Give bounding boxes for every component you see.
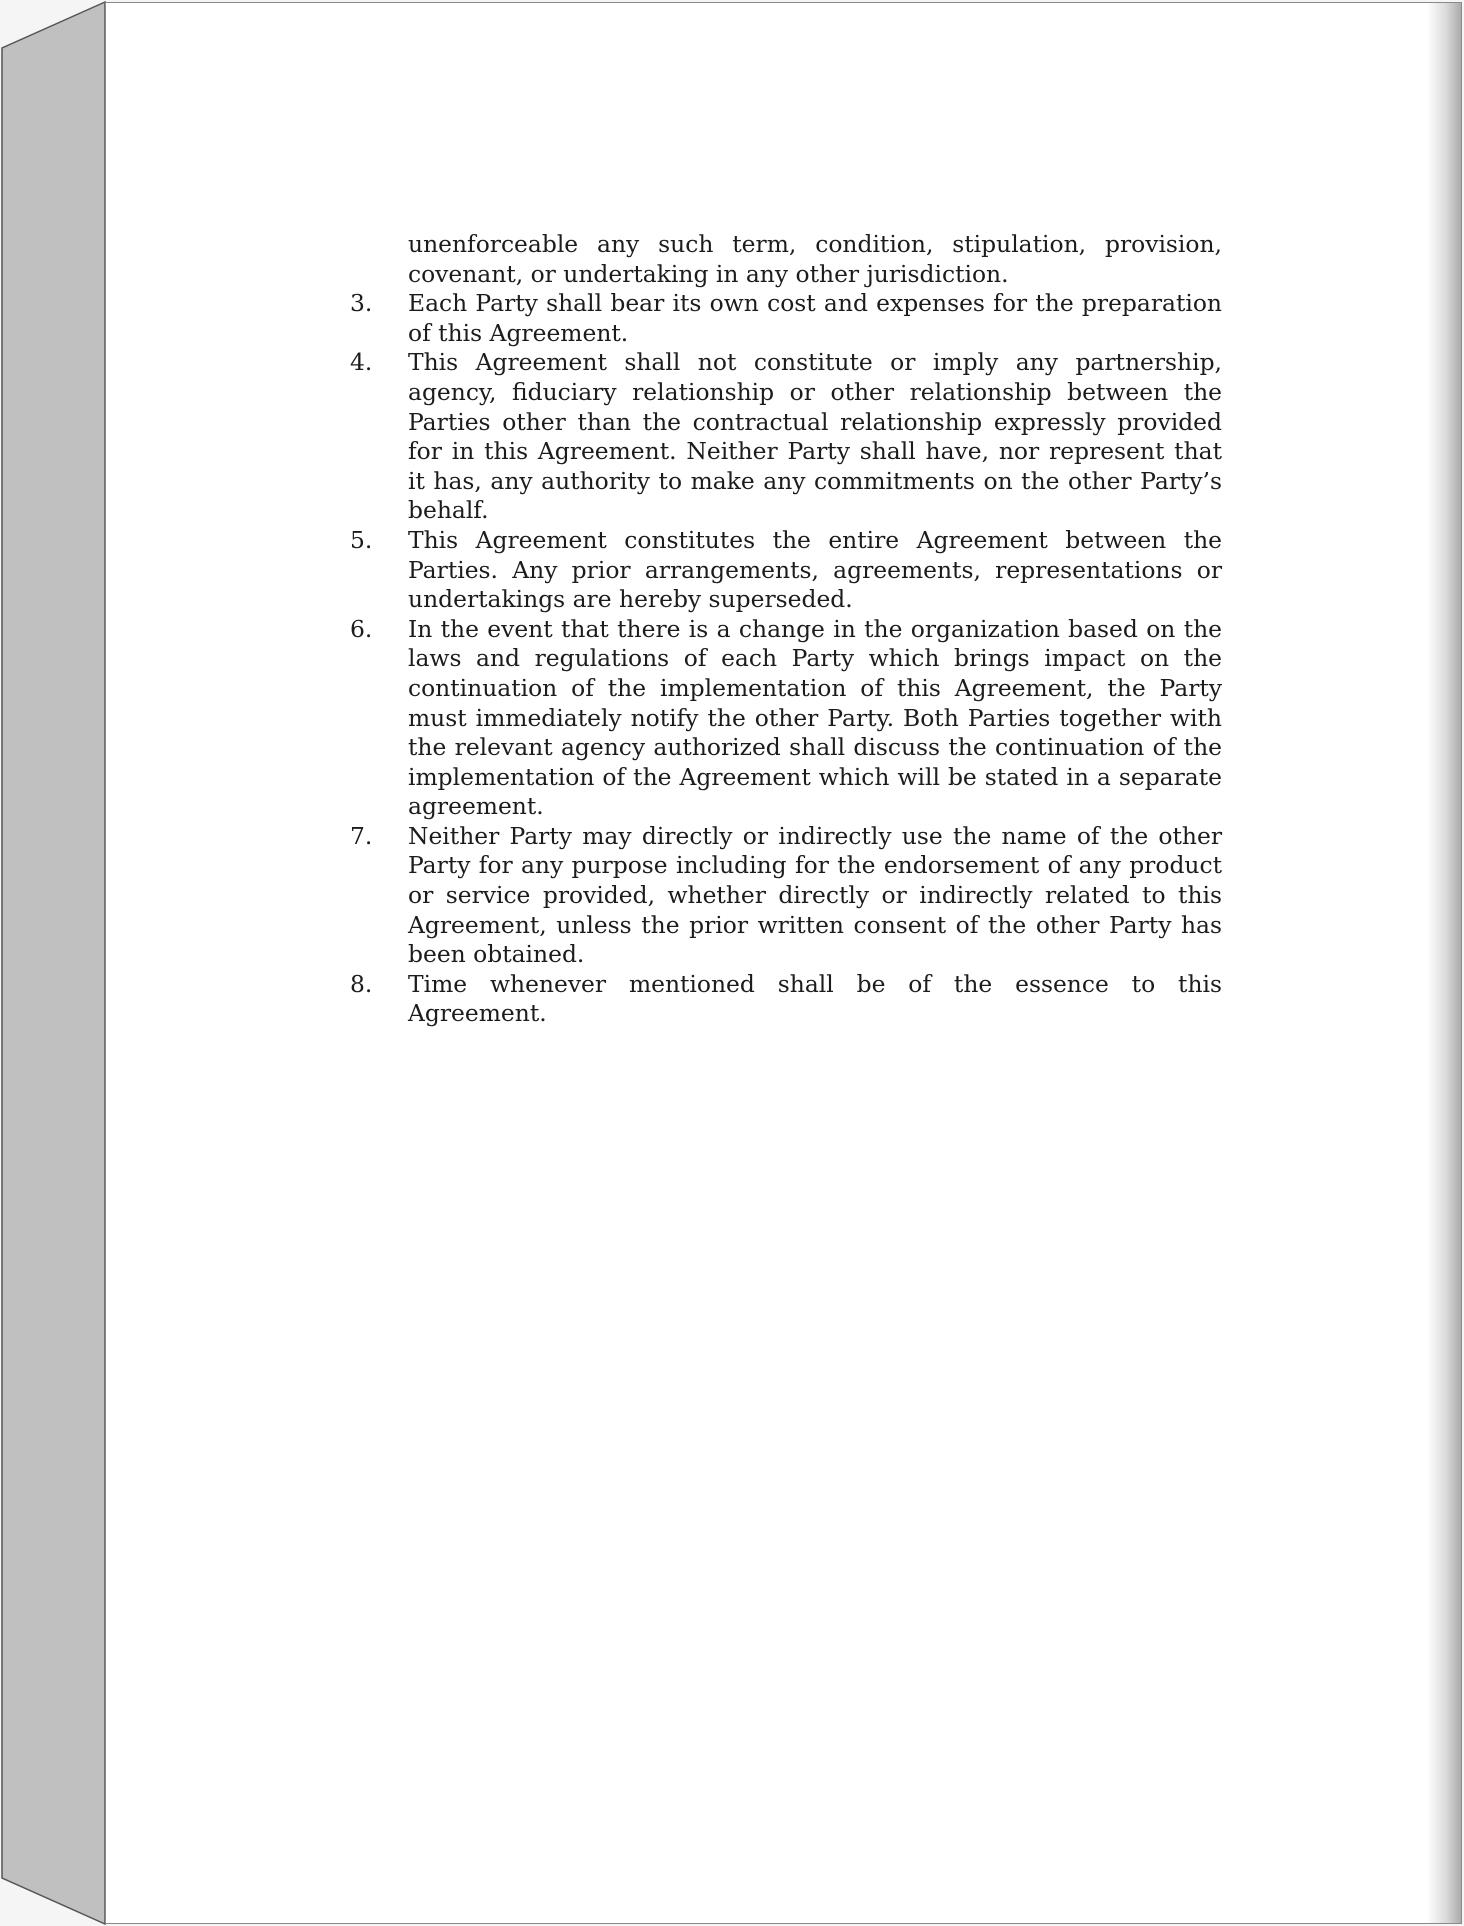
clause-6 xyxy=(350,615,1222,822)
clause-text: Time whenever mentioned shall be of the essence to this Agreement. xyxy=(408,969,1222,1028)
clause-number: 4. xyxy=(350,348,373,377)
clause-number: 5. xyxy=(350,525,373,554)
clause-text: Neither Party may directly or indirectly use the name of the other Party for any purpose including for the endorsement of any product or service provided, whether directly or indirectly related to this Agreement, unless the prior written consent of the other Party has been obtained. xyxy=(408,821,1222,969)
clause-number: 8. xyxy=(350,969,373,998)
clause-number: 3. xyxy=(350,289,373,318)
clause-list xyxy=(350,230,1222,1029)
clause-7 xyxy=(350,822,1222,970)
clause-8 xyxy=(350,970,1222,1029)
page-edge-shadow xyxy=(1427,3,1461,1923)
clause-number: 7. xyxy=(350,821,373,850)
book-spine-shape xyxy=(2,2,105,1924)
clause-text: Each Party shall bear its own cost and expenses for the preparation of this Agreement. xyxy=(408,289,1222,347)
clause-text: In the event that there is a change in the organization based on the laws and regulations of each Party which brings impact on the continuation of the implementation of this Agreement, the Party must immediately notify the other Party. Both Parties together with the relevant agency authorized shall discuss the continuation of the implementation of the Agreement which will be stated in a separate agreement. xyxy=(408,614,1222,821)
clause-continuation xyxy=(350,230,1222,289)
clause-text: unenforceable any such term, condition, stipulation, provision, covenant, or undertaking in any other jurisdiction. xyxy=(408,230,1222,288)
clause-text: This Agreement shall not constitute or imply any partnership, agency, fiduciary relationship or other relationship between the Parties other than the contractual relationship expressly provided for in this Agreement. Neither Party shall have, nor represent that it has, any authority to make any commitments on the other Party’s behalf. xyxy=(408,348,1222,525)
clause-4 xyxy=(350,348,1222,526)
clause-5 xyxy=(350,526,1222,615)
clause-text: This Agreement constitutes the entire Agreement between the Parties. Any prior arrangements, agreements, representations or undertakings are hereby superseded. xyxy=(408,525,1222,614)
clause-number: 6. xyxy=(350,614,373,643)
clause-3 xyxy=(350,289,1222,348)
document-page xyxy=(105,2,1462,1924)
